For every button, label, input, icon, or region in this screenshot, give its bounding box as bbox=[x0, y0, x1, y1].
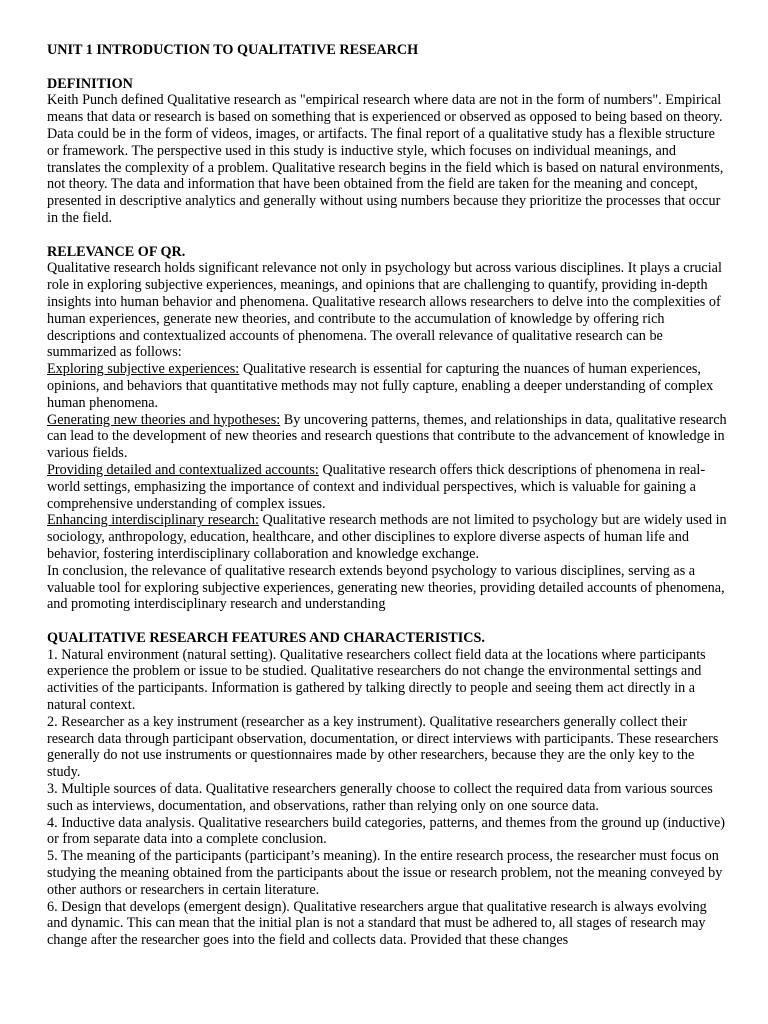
definition-paragraph: Keith Punch defined Qualitative research as "empirical research where data are not in the form of numbers". Empirical means that data or research is based on something that is experienced or observed as opposed to being based on theory. Data could be in the form of videos, images, or artifacts. The final report of a qualitative study has a flexible structure or framework. The perspective used in this study is inductive style, which focuses on individual meanings, and translates the complexity of a problem. Qualitative research begins in the field which is based on natural environments, not theory. The data and information that have been obtained from the field are taken for the meaning and concept, presented in descriptive analytics and generally without using numbers because they prioritize the processes that occur in the field. bbox=[47, 92, 724, 226]
feature-item: 2. Researcher as a key instrument (researcher as a key instrument). Qualitative researchers generally collect their research data through participant observation, documentation, or direct interviews with participants. These researchers generally do not use instruments or questionnaires made by other researchers, because they are the only key to the study. bbox=[47, 713, 719, 781]
feature-item: 5. The meaning of the participants (participant’s meaning). In the entire research process, the researcher must focus on studying the meaning obtained from the participants about the issue or research problem, not the meaning conveyed by other authors or researchers in certain literature. bbox=[47, 848, 723, 898]
relevance-intro: Qualitative research holds significant relevance not only in psychology but across various disciplines. It plays a crucial role in exploring subjective experiences, meanings, and opinions that are challenging to quantify, providing in-depth insights into human behavior and phenomena. Qualitative research allows researchers to delve into the complexities of human experiences, generate new theories, and contribute to the accumulation of knowledge by offering rich descriptions and contextualized accounts of phenomena. The overall relevance of qualitative research can be summarized as follows: bbox=[47, 260, 722, 361]
relevance-point-label: Exploring subjective experiences: bbox=[47, 361, 240, 378]
relevance-point-text: Qualitative research methods are not limited to psychology but are widely used in sociology, anthropology, education, healthcare, and other disciplines to explore diverse aspects of human life and behavior, fostering interdisciplinary collaboration and knowledge exchange. bbox=[47, 512, 727, 562]
relevance-conclusion: In conclusion, the relevance of qualitative research extends beyond psychology to various disciplines, serving as a valuable tool for exploring subjective experiences, generating new theories, providing detailed accounts of phenomena, and promoting interdisciplinary research and understanding bbox=[47, 562, 725, 613]
relevance-point-text: Qualitative research is essential for capturing the nuances of human experiences, opinions, and behaviors that quantitative methods may not fully capture, enabling a deeper understanding of complex human phenomena. bbox=[47, 361, 714, 411]
feature-item: 1. Natural environment (natural setting). Qualitative researchers collect field data at the locations where participants experience the problem or issue to be studied. Qualitative researchers do not change the environmental settings and activities of the participants. Information is gathered by talking directly to people and seeing them act directly in a natural context. bbox=[47, 646, 706, 714]
definition-heading: DEFINITION bbox=[47, 75, 133, 92]
relevance-heading: RELEVANCE OF QR. bbox=[47, 243, 186, 260]
section-gap bbox=[47, 613, 728, 630]
document-title: UNIT 1 INTRODUCTION TO QUALITATIVE RESEARCH bbox=[47, 42, 419, 58]
features-heading: QUALITATIVE RESEARCH FEATURES AND CHARACTERISTICS. bbox=[47, 629, 485, 646]
feature-item: 3. Multiple sources of data. Qualitative researchers generally choose to collect the required data from various sources such as interviews, documentation, and observations, rather than relying only on one source data. bbox=[47, 781, 713, 814]
relevance-point-text: By uncovering patterns, themes, and relationships in data, qualitative research can lead to the development of new theories and research questions that contribute to the advancement of knowledge in various fields. bbox=[47, 411, 727, 462]
relevance-point-text: Qualitative research offers thick descriptions of phenomena in real-world settings, emphasizing the importance of context and individual perspectives, which is valuable for gaining a comprehensive understanding of complex issues. bbox=[47, 461, 706, 512]
relevance-point bbox=[47, 361, 728, 411]
section-gap bbox=[47, 227, 728, 244]
relevance-point-label: Providing detailed and contextualized accounts: bbox=[47, 461, 319, 478]
relevance-point-label: Enhancing interdisciplinary research: bbox=[47, 512, 259, 529]
relevance-point bbox=[47, 512, 728, 562]
feature-item: 6. Design that develops (emergent design). Qualitative researchers argue that qualitative research is always evolving and dynamic. This can mean that the initial plan is not a standard that must be adhered to, all stages of research may change after the researcher goes into the field and collects data. Provided that these changes bbox=[47, 898, 707, 949]
feature-item: 4. Inductive data analysis. Qualitative researchers build categories, patterns, and themes from the ground up (inductive) or from separate data into a complete conclusion. bbox=[47, 814, 726, 848]
relevance-point bbox=[47, 412, 728, 462]
relevance-point-label: Generating new theories and hypotheses: bbox=[47, 411, 281, 428]
relevance-point bbox=[47, 462, 728, 512]
